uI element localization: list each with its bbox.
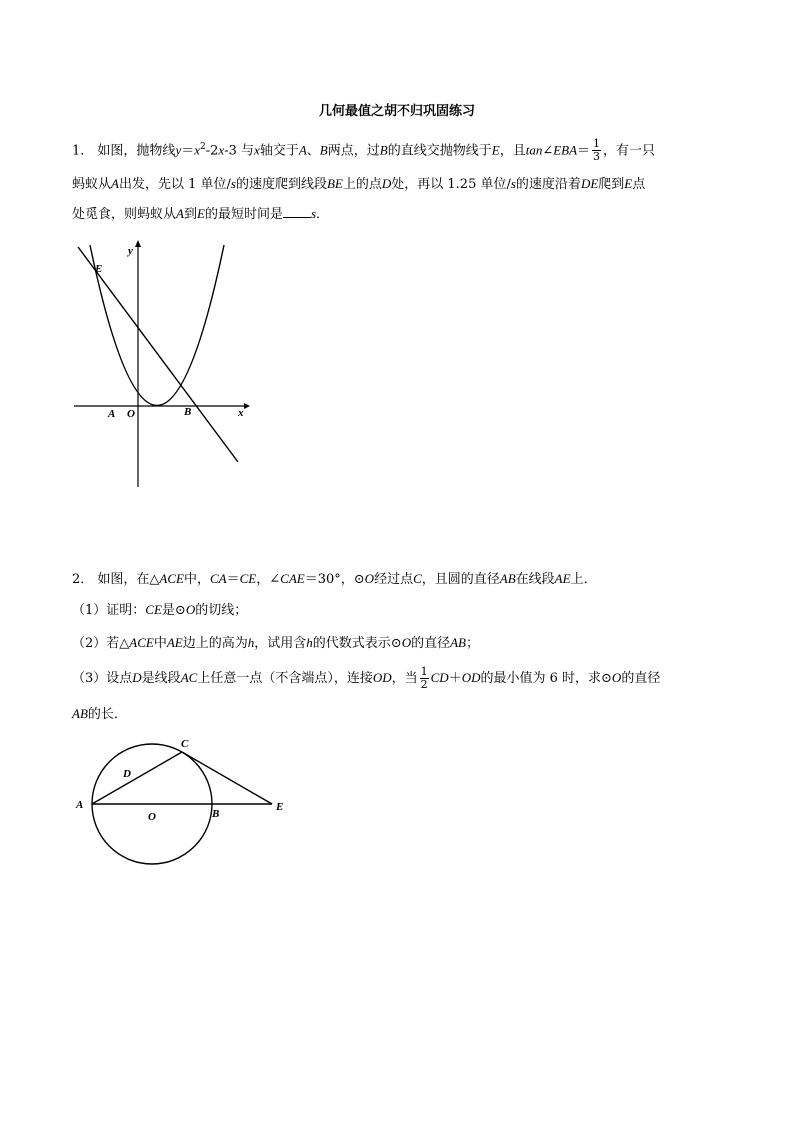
- label-a2: A: [76, 799, 84, 811]
- fraction-one-third: $\frac{1}{3}$: [593, 137, 601, 164]
- page-title: 几何最值之胡不归巩固练习: [318, 104, 475, 119]
- parabola-curve: [90, 245, 224, 406]
- label-o2: O: [148, 811, 156, 823]
- q1-line-2: 蚂蚁从A出发，先以 1 单位/s的速度爬到线段BE上的点D处，再以 1.25 单位/s的速度沿着DE爬到E点: [72, 176, 646, 192]
- label-b2: B: [212, 808, 220, 820]
- q1-line-3: 处觅食，则蚂蚁从A到E的最短时间是 s．: [72, 206, 330, 222]
- label-c: C: [181, 738, 189, 750]
- label-b: B: [184, 406, 192, 418]
- circle-figure: [70, 732, 300, 872]
- q1-line-1: 1． 如图，抛物线$y=x^2-2x-3$ 与x轴交于A、B两点，过B的直线交抛物线于E，且tan∠EBA＝ $\frac{1}{3}$ ，有一只: [72, 137, 656, 164]
- label-x: x: [238, 407, 244, 419]
- q2-number: 2．: [72, 572, 94, 587]
- q1-number: 1．: [72, 143, 94, 159]
- line-be: [78, 247, 238, 462]
- q2-part-1: （1）证明：CE是⊙O的切线；: [72, 602, 248, 618]
- label-e2: E: [276, 801, 284, 813]
- q2-part-3-cont: AB的长．: [72, 706, 127, 722]
- label-a: A: [108, 408, 116, 420]
- q2-part-3: （3）设点D是线段AC上任意一点（不含端点），连接OD，当 $\frac{1}{2}$ CD＋OD的最小值为 6 时，求⊙O的直径: [72, 665, 661, 691]
- q2-line-1: 2． 如图，在△ACE中，CA＝CE，∠CAE＝30°，⊙O经过点C，且圆的直径AB在线段AE上．: [72, 571, 597, 587]
- y-axis-arrow: [135, 240, 141, 247]
- label-e: E: [95, 263, 103, 275]
- label-y: y: [128, 245, 133, 257]
- parabola-figure: [60, 235, 260, 495]
- label-o: O: [127, 408, 135, 420]
- x-axis-arrow: [244, 403, 250, 409]
- answer-blank[interactable]: [283, 205, 311, 218]
- q2-part-2: （2）若△ACE中AE边上的高为h，试用含h的代数式表示⊙O的直径AB；: [72, 635, 479, 651]
- segment-ce: [182, 752, 272, 804]
- segment-ac: [92, 752, 182, 804]
- fraction-one-half: $\frac{1}{2}$: [420, 665, 428, 691]
- label-d: D: [123, 768, 131, 780]
